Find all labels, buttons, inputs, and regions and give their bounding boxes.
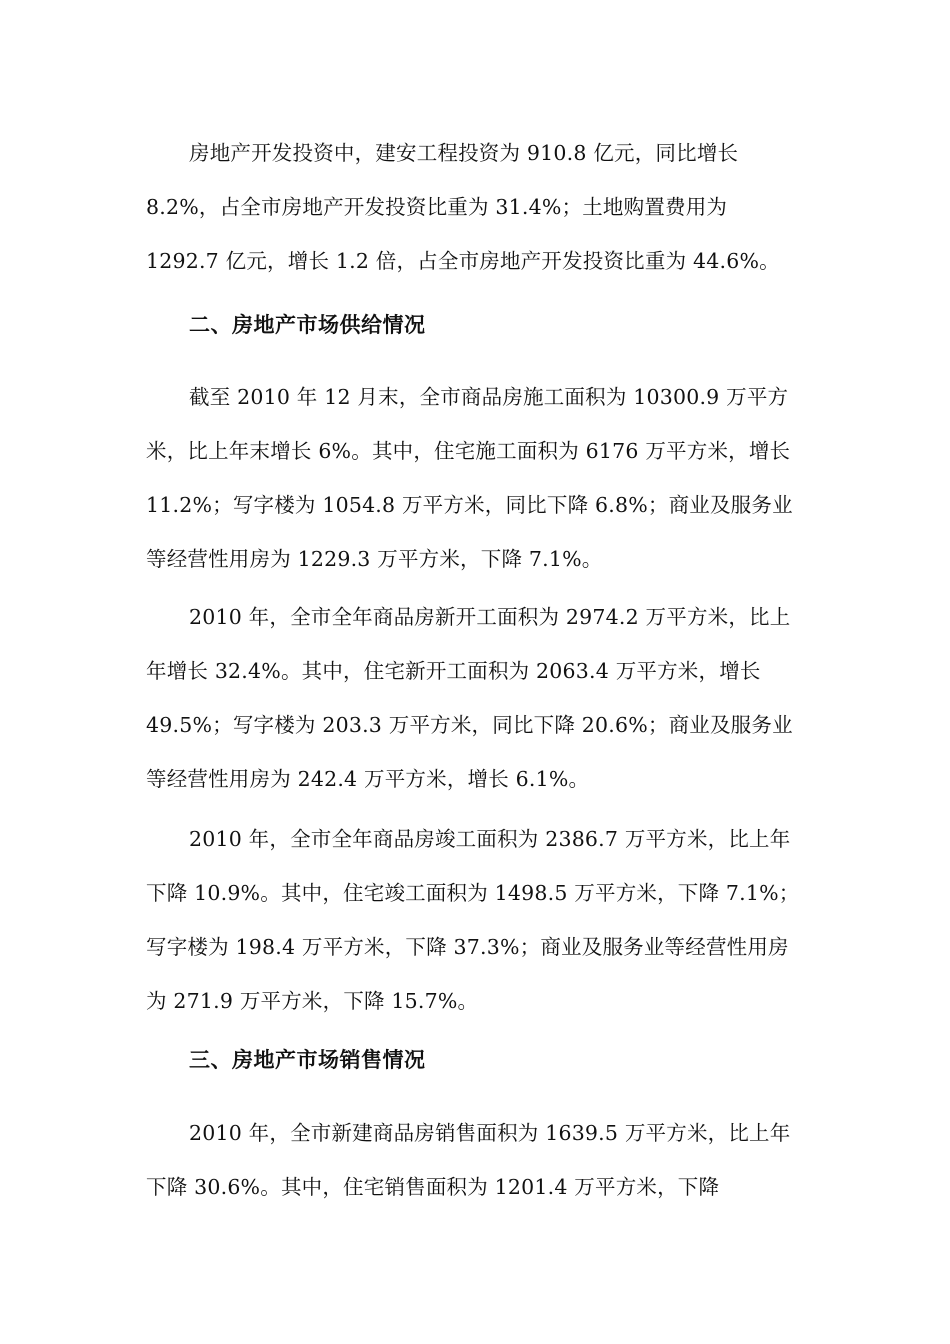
text-line: 房地产开发投资中，建安工程投资为 910.8 亿元，同比增长 <box>189 141 739 165</box>
section-heading-supply: 二、房地产市场供给情况 <box>189 313 426 337</box>
text-line: 等经营性用房为 242.4 万平方米，增长 6.1%。 <box>146 767 590 791</box>
text-line: 下降 10.9%。其中，住宅竣工面积为 1498.5 万平方米，下降 7.1%； <box>146 881 800 905</box>
text-line: 2010 年，全市全年商品房竣工面积为 2386.7 万平方米，比上年 <box>189 827 791 851</box>
text-line: 写字楼为 198.4 万平方米，下降 37.3%；商业及服务业等经营性用房 <box>146 935 789 959</box>
text-line: 米，比上年末增长 6%。其中，住宅施工面积为 6176 万平方米，增长 <box>146 439 791 463</box>
text-line: 49.5%；写字楼为 203.3 万平方米，同比下降 20.6%；商业及服务业 <box>146 713 793 737</box>
text-line: 2010 年，全市新建商品房销售面积为 1639.5 万平方米，比上年 <box>189 1121 791 1145</box>
text-line: 8.2%，占全市房地产开发投资比重为 31.4%；土地购置费用为 <box>146 195 728 219</box>
paragraph-completions <box>146 812 806 1028</box>
paragraph-investment <box>146 126 806 288</box>
text-line: 等经营性用房为 1229.3 万平方米，下降 7.1%。 <box>146 547 603 571</box>
text-line: 下降 30.6%。其中，住宅销售面积为 1201.4 万平方米，下降 <box>146 1175 720 1199</box>
text-line: 2010 年，全市全年商品房新开工面积为 2974.2 万平方米，比上 <box>189 605 791 629</box>
text-line: 为 271.9 万平方米，下降 15.7%。 <box>146 989 479 1013</box>
paragraph-construction-area <box>146 370 806 586</box>
text-line: 11.2%；写字楼为 1054.8 万平方米，同比下降 6.8%；商业及服务业 <box>146 493 793 517</box>
paragraph-new-starts <box>146 590 806 806</box>
paragraph-sales <box>146 1106 806 1214</box>
text-line: 年增长 32.4%。其中，住宅新开工面积为 2063.4 万平方米，增长 <box>146 659 761 683</box>
text-line: 1292.7 亿元，增长 1.2 倍，占全市房地产开发投资比重为 44.6%。 <box>146 249 780 273</box>
section-heading-sales: 三、房地产市场销售情况 <box>189 1048 426 1072</box>
text-line: 截至 2010 年 12 月末，全市商品房施工面积为 10300.9 万平方 <box>189 385 789 409</box>
